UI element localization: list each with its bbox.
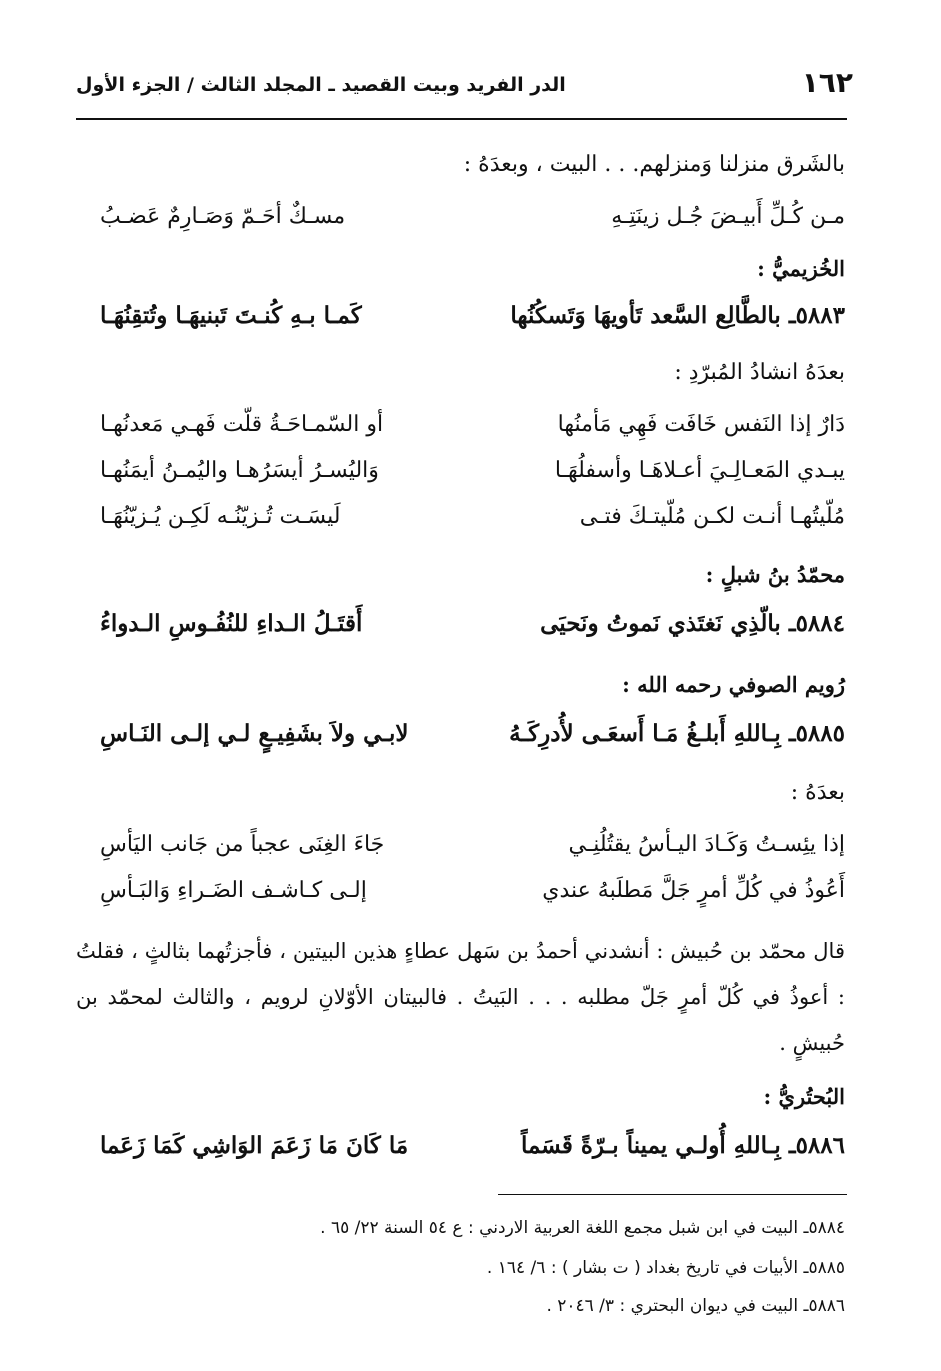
verse-5884 (100, 610, 845, 650)
verse-second-hemistich: مَا كَانَ مَا زَعَمَ الوَاشِي كَمَا زَعَما (100, 1132, 409, 1159)
verse-first-hemistich: ٥٨٨٦ـ بِـاللهِ أُولـي يميناً بـرّةً قَسَماً (521, 1132, 845, 1159)
verse-line (100, 412, 845, 452)
verse-second-hemistich: لابـي ولاَ بشَفِيـعٍ لـي إلـى النَـاسِ (100, 720, 409, 747)
verse-5885 (100, 720, 845, 760)
page-number: ١٦٢ (801, 66, 853, 99)
poet-heading: البُحتُريُّ : (763, 1084, 845, 1109)
verse-first-hemistich: ٥٨٨٥ـ بِـاللهِ أَبلـغُ مَـا أَسعَـى لأُدرِكَـهُ (509, 720, 845, 747)
verse-first-hemistich: مـن كُـلِّ أَبيـضَ جُـل زينَتِـهِ (611, 204, 845, 229)
verse-second-hemistich: أَقتَـلُ الـداءِ للنُفُـوسِ الـدواءُ (100, 610, 363, 637)
verse-second-hemistich: لَيسَـت تُـزيّنُـه لَكِـن يُـزيّنُهَـا (100, 504, 341, 529)
verse-second-hemistich: مسـكٌ أحَـمّ وَصَـارِمٌ عَضـبُ (100, 204, 346, 229)
header-divider (76, 118, 847, 120)
verse-second-hemistich: جَاءَ الغِنَى عجباً من جَانب اليَأسِ (100, 832, 385, 857)
running-header-title: الدر الفريد وبيت القصيد ـ المجلد الثالث / الجزء الأول (76, 74, 566, 96)
verse-line (100, 832, 845, 872)
verse-5886 (100, 1132, 845, 1172)
poet-heading: الخُزيميُّ : (757, 256, 845, 281)
intro-line: بالشَرق منزلنا وَمنزلهم. . . البيت ، وبعدَهُ : (463, 152, 845, 177)
poet-heading: محمّدُ بنُ شبلٍ : (705, 562, 845, 587)
verse-second-hemistich: إلـى كـاشـف الضَـراءِ وَالبَـأسِ (100, 878, 367, 903)
verse-first-hemistich: دَارٌ إذا النَفس خَافَت فَهِي مَأمنُها (557, 412, 845, 437)
poet-heading: رُويم الصوفي رحمه الله : (622, 672, 845, 697)
verse-second-hemistich: أو السّمـاحَـةُ قلّت فَهـي مَعدنُهـا (100, 412, 384, 437)
verse-line (100, 878, 845, 918)
verse-first-hemistich: يبـدي المَعـالِـيَ أعـلاهَـا وأسفلُهَـا (554, 458, 845, 483)
verse-line (100, 458, 845, 498)
verse-second-hemistich: كَمـا بـهِ كُنـتَ تَبنيهَـا وتُتقِنُهَـا (100, 302, 362, 329)
footnote: ٥٨٨٦ـ البيت في ديوان البحتري : ٣/ ٢٠٤٦ . (546, 1296, 845, 1316)
verse-second-hemistich: وَاليُسـرُ أيسَرُهـا واليُمـنُ أيمَنُهـا (100, 458, 379, 483)
footnote: ٥٨٨٤ـ البيت في ابن شبل مجمع اللغة العربية الاردني : ع ٥٤ السنة ٢٢/ ٦٥ . (320, 1218, 845, 1238)
prose-paragraph: قال محمّد بن حُبيش : أنشدني أحمدُ بن سَهل عطاءٍ هذين البيتين ، فأجزتُهما بثالثٍ ، فقلتُ : أعوذُ في كُلّ أمرٍ جَلّ مطلبه . . . البَيتُ . فالبيتان الأوّلانِ لرويم ، والثالث لمحمّد بن حُبيشٍ . (76, 939, 845, 1055)
note-line: بعدَهُ : (790, 780, 845, 805)
footnote-divider (498, 1194, 847, 1195)
verse-first-hemistich: أَعُوذُ في كُلِّ أمرٍ جَلَّ مَطلَبهُ عندي (542, 878, 845, 903)
verse-5883 (100, 302, 845, 342)
note-line: بعدَهُ انشادُ المُبرّدِ : (674, 360, 845, 385)
verse-first-hemistich: مُلّيتُهـا أنـت لكـن مُلّيتـكَ فتـى (579, 504, 845, 529)
verse-line (100, 504, 845, 544)
footnote: ٥٨٨٥ـ الأبيات في تاريخ بغداد ( ت بشار ) : ٦/ ١٦٤ . (486, 1258, 845, 1278)
verse-first-hemistich: ٥٨٨٣ـ بالطَّالِع السَّعد تَأويهَا وَتَسكُنُها (510, 302, 845, 329)
verse-first-hemistich: إذا يئِسـتُ وَكَـادَ اليـأسُ يقتُلُنِـي (568, 832, 845, 857)
verse-line (100, 204, 845, 244)
verse-first-hemistich: ٥٨٨٤ـ بالّذِي نَغتَذي نَموتُ ونَحيَى (540, 610, 845, 637)
